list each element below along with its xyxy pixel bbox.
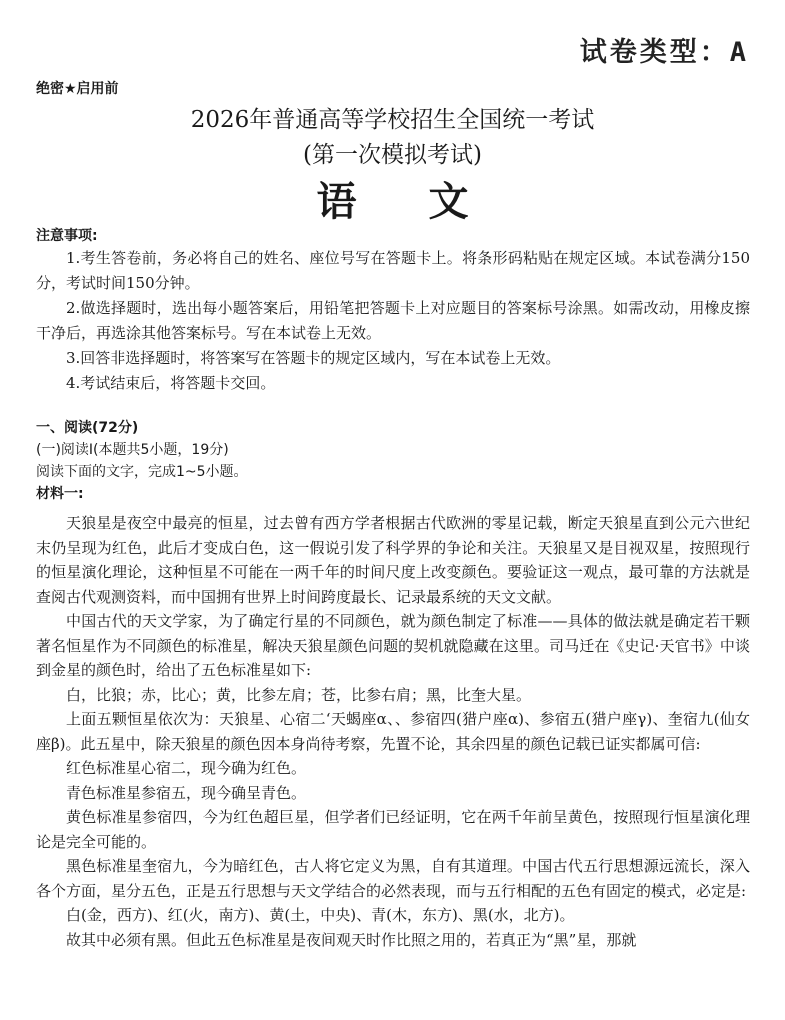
sub-section-title: (一)阅读Ⅰ(本题共5小题，19分): [36, 442, 229, 458]
subject-title: 语文: [316, 178, 541, 225]
paper-type-label: 试卷类型：A: [579, 37, 749, 68]
exam-subtitle: (第一次模拟考试): [303, 142, 482, 168]
paragraph: 故其中必须有黑。但此五色标准星是夜间观天时作比照之用的，若真正为“黑”星，那就: [66, 930, 637, 949]
exam-title: 2026年普通高等学校招生全国统一考试: [190, 107, 595, 133]
material-text: [36, 511, 750, 952]
paragraph: 黑色标准星奎宿九，今为暗红色，古人将它定义为黑，自有其道理。中国古代五行思想源远流长，深入各个方面，星分五色，正是五行思想与天文学结合的必然表现，而与五行相配的五色有固定的模式，必定是:: [36, 857, 750, 900]
confidential-label: 绝密★启用前: [36, 81, 119, 97]
paragraph: 红色标准星心宿二，现今确为红色。: [66, 759, 307, 777]
paragraph: 黄色标准星参宿四，今为红色超巨星，但学者们已经证明，它在两千年前呈黄色，按照现行恒星演化理论是完全可能的。: [36, 808, 750, 851]
notice-block: [36, 226, 750, 396]
notice-heading: 注意事项:: [36, 228, 98, 244]
reading-section-header: [36, 417, 750, 505]
paragraph: 上面五颗恒星依次为：天狼星、心宿二‘天蝎座α、、参宿四(猎户座α)、参宿五(猎户座γ)、奎宿九(仙女座β)。此五星中，除天狼星的颜色因本身尚待考察，先置不论，其余四星的颜色记载已证实都属可信:: [36, 710, 750, 753]
notice-item: 4.考试结束后，将答题卡交回。: [66, 374, 276, 392]
paragraph: 青色标准星参宿五，现今确呈青色。: [66, 783, 307, 802]
paragraph: 白，比狼；赤，比心；黄，比参左肩；苍，比参右肩；黑，比奎大星。: [66, 685, 532, 704]
material-label: 材料一:: [36, 486, 84, 502]
notice-item: 1.考生答卷前，务必将自己的姓名、座位号写在答题卡上。将条形码粘贴在规定区域。本试卷满分150分，考试时间150分钟。: [36, 249, 750, 292]
notice-item: 2.做选择题时，选出每小题答案后，用铅笔把答题卡上对应题目的答案标号涂黑。如需改动，用橡皮擦干净后，再选涂其他答案标号。写在本试卷上无效。: [36, 299, 750, 342]
instruction-text: 阅读下面的文字，完成1~5小题。: [36, 464, 248, 480]
part-title: 一、阅读(72分): [36, 420, 139, 436]
paragraph: 白(金，西方)、红(火，南方)、黄(土，中央)、青(木，东方)、黑(水，北方)。: [66, 906, 575, 924]
paragraph: 天狼星是夜空中最亮的恒星，过去曾有西方学者根据古代欧洲的零星记载，断定天狼星直到公元六世纪末仍呈现为红色，此后才变成白色，这一假说引发了科学界的争论和关注。天狼星又是目视双星，按照现行的恒星演化理论，这种恒星不可能在一两千年的时间尺度上改变颜色。要验证这一观点，最可靠的方法就是查阅古代观测资料，而中国拥有世界上时间跨度最长、记录最系统的天文文献。: [36, 514, 750, 606]
notice-item: 3.回答非选择题时，将答案写在答题卡的规定区域内，写在本试卷上无效。: [66, 349, 561, 367]
paragraph: 中国古代的天文学家，为了确定行星的不同颜色，就为颜色制定了标准——具体的做法就是确定若干颗著名恒星作为不同颜色的标准星，解决天狼星颜色问题的契机就隐藏在这里。司马迁在《史记·天官书》中谈到金星的颜色时，给出了五色标准星如下:: [36, 612, 750, 679]
